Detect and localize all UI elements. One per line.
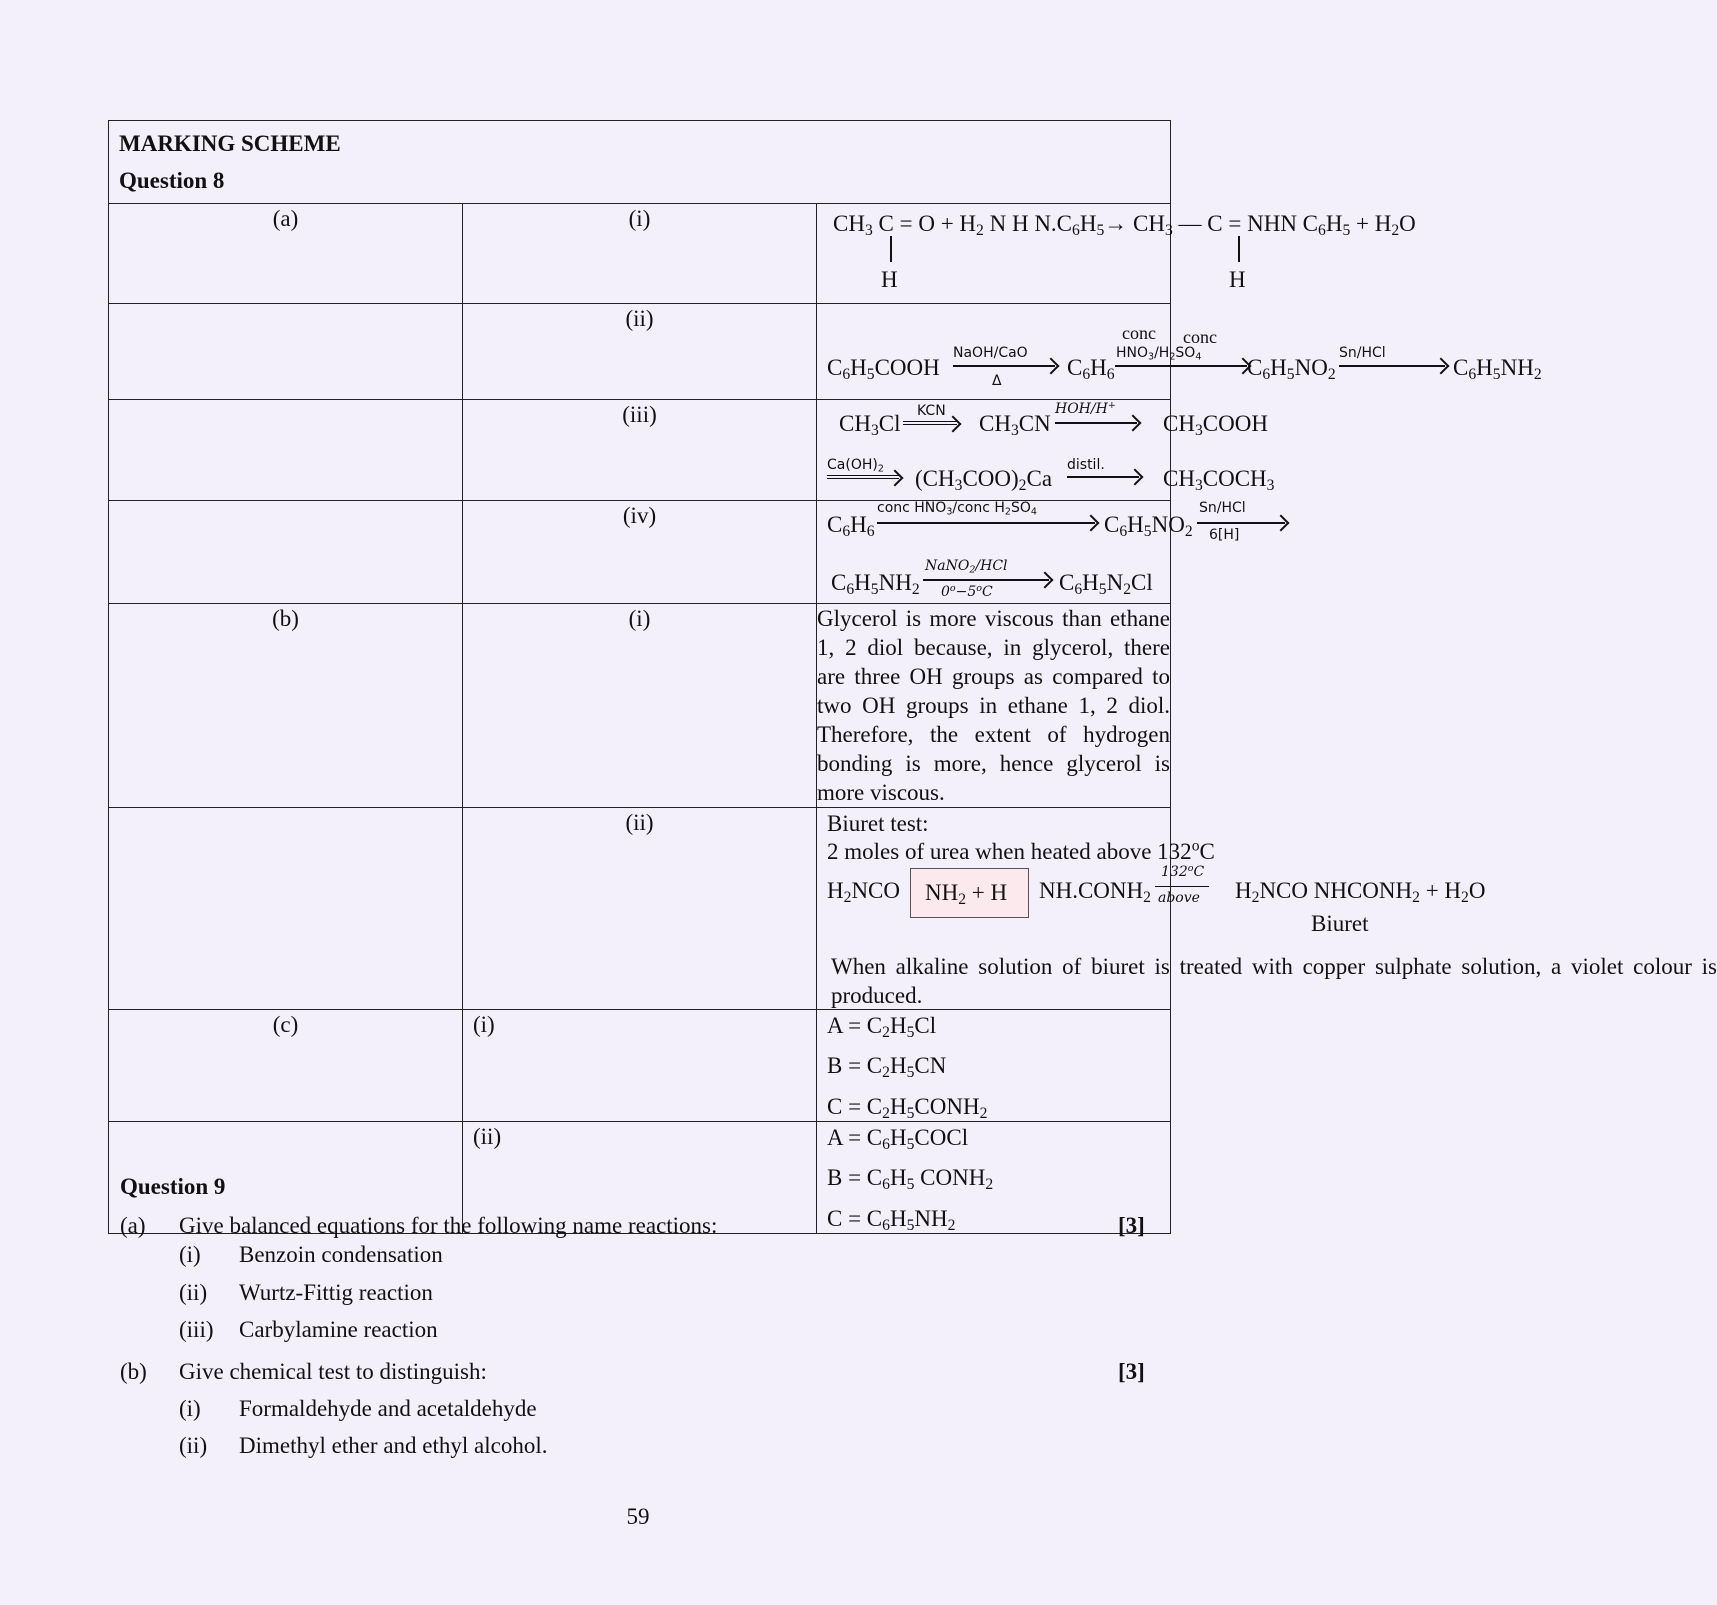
answer-a-iv (817, 500, 1246, 604)
b-ii-eq-right: $H_2NCO$ $NHCONH_2 + H_2O$ (1235, 878, 1486, 906)
q9-a-text: Give balanced equations for the following name reactions: (179, 1213, 718, 1238)
marking-scheme-title: MARKING SCHEME (119, 131, 341, 156)
q9-a-label: (a) (120, 1213, 146, 1238)
q9-a-item-num: (iii) (179, 1317, 214, 1342)
q9-a-item-text: Carbylamine reaction (239, 1317, 438, 1342)
c-i-c: $C = C_2H_5CONH_2$ (827, 1094, 988, 1122)
b-ii-test-name: Biuret test: (827, 811, 929, 836)
q9-b-text: Give chemical test to distinguish: (179, 1359, 487, 1384)
b-ii-eq-box: $NH_2 + H$ (925, 880, 1008, 908)
a-ii-arrow1-top: NaOH/CaO (953, 345, 1028, 361)
a-iii-arrow4-label: distil. (1067, 457, 1105, 473)
a-iv-arrow3-top: NaNO$_2$/HCl (925, 558, 1008, 576)
answer-a-ii (817, 304, 1542, 400)
a-iii-product4: $CH_3COCH_3$ (1163, 466, 1275, 494)
label-b: (b) (109, 604, 463, 808)
a-i-h1: H (881, 267, 898, 292)
a-iv-product1: $C_6H_5NO_2$ (1104, 512, 1193, 540)
q9-a-marks: [3] (1118, 1213, 1145, 1238)
fraction-bar (1155, 886, 1209, 887)
a-iv-reactant2: $C_6H_5NH_2$ (831, 570, 920, 598)
q9-b-item-num: (i) (179, 1396, 201, 1421)
label-a: (a) (109, 204, 463, 304)
reaction-arrow (923, 579, 1049, 581)
bond-line (1238, 236, 1240, 262)
a-ii-product2: $C_6H_5NO_2$ (1247, 355, 1336, 383)
c-ii-a: $A = C_6H_5COCl$ (827, 1125, 969, 1153)
b-ii-condition: 2 moles of urea when heated above 132$^o$C (827, 837, 1215, 864)
a-i-h2: H (1229, 267, 1246, 292)
a-ii-arrow1-bottom: Δ (992, 373, 1002, 389)
label-b-ii: (ii) (463, 808, 817, 1010)
a-iv-reactant: $C_6H_6$ (827, 512, 875, 540)
label-a-iii: (iii) (463, 400, 817, 501)
label-c: (c) (109, 1010, 463, 1122)
a-ii-product1: $C_6H_6$ (1067, 355, 1115, 383)
a-iii-arrow2-label: HOH/H+ (1055, 399, 1116, 417)
a-iv-product2: $C_6H_5N_2Cl$ (1059, 570, 1153, 598)
answer-c-i (817, 1010, 1171, 1122)
a-iv-arrow2-top: Sn/HCl (1199, 500, 1246, 516)
a-i-equation: $CH_3$ $C = O + H_2$ N H $N.C_6H_5\to CH_3$ — C = NHN $C_6H_5 + H_2O$ (833, 211, 1416, 239)
label-a-iv: (iv) (463, 501, 817, 604)
b-ii-cond-bottom: above (1158, 890, 1200, 906)
q9-a-item-num: (ii) (179, 1280, 208, 1305)
reaction-arrow (1067, 476, 1139, 478)
question-9-title: Question 9 (120, 1174, 226, 1199)
a-ii-product3: $C_6H_5NH_2$ (1453, 355, 1542, 383)
reaction-arrow (1115, 365, 1247, 367)
a-iv-arrow3-bottom: $0^o-5^oC$ (941, 582, 993, 600)
q9-a-item-text: Benzoin condensation (239, 1242, 443, 1267)
question-8-title: Question 8 (119, 168, 225, 193)
reaction-arrow (903, 421, 957, 425)
label-a-ii: (ii) (463, 304, 817, 400)
a-iv-arrow1-label: conc $HNO_3$/conc $H_2SO_4$ (877, 500, 1037, 518)
bond-line (890, 236, 892, 262)
label-b-i: (i) (463, 604, 817, 808)
c-ii-b: $B = C_6H_5$ $CONH_2$ (827, 1165, 994, 1193)
b-ii-product-name: Biuret (1311, 911, 1369, 936)
q9-a-item-num: (i) (179, 1242, 201, 1267)
answer-a-iii (817, 399, 1275, 501)
table-header (109, 121, 1171, 204)
a-iii-product2: $CH_3COOH$ (1163, 411, 1268, 439)
q9-b-marks: [3] (1118, 1359, 1145, 1384)
a-ii-reactant: $C_6H_5COOH$ (827, 355, 940, 383)
a-iii-arrow3-label: $Ca(OH)_2$ (827, 457, 884, 475)
a-iii-product1: $CH_3CN$ (979, 411, 1051, 439)
q9-b-label: (b) (120, 1359, 147, 1384)
a-ii-arrow2-top: $HNO_3/H_2SO_4$ (1116, 345, 1202, 363)
c-i-a: $A = C_2H_5Cl$ (827, 1013, 937, 1041)
label-a-i: (i) (463, 204, 817, 304)
a-ii-conc1: conc (1122, 323, 1156, 343)
b-ii-cond-top: 132$^o$C (1161, 862, 1205, 880)
b-ii-eq-left: $H_2NCO$ (827, 878, 900, 906)
b-ii-text: When alkaline solution of biuret is treated with copper sulphate solution, a violet colour is produced. (831, 954, 1717, 1008)
reaction-arrow (1055, 422, 1137, 424)
a-iii-arrow1-label: KCN (917, 403, 946, 419)
marking-scheme-table (108, 120, 1717, 1234)
reaction-arrow (953, 365, 1055, 367)
reaction-arrow (877, 522, 1095, 524)
q9-b-item-text: Formaldehyde and acetaldehyde (239, 1396, 537, 1421)
label-c-i: (i) (463, 1010, 817, 1122)
page-number: 59 (626, 1504, 650, 1529)
a-ii-arrow3-top: Sn/HCl (1339, 345, 1386, 361)
q9-b-item-text: Dimethyl ether and ethyl alcohol. (239, 1433, 548, 1458)
answer-b-ii (817, 808, 1717, 1010)
b-ii-eq-mid: $NH.CONH_2$ (1039, 878, 1151, 906)
c-ii-c: $C = C_6H_5NH_2$ (827, 1206, 956, 1234)
reaction-arrow (827, 475, 899, 479)
c-i-b: $B = C_2H_5CN$ (827, 1053, 947, 1081)
a-iii-reactant: $CH_3Cl$ (839, 411, 901, 439)
a-iii-product3: $(CH_3COO)_2Ca$ (915, 466, 1053, 494)
answer-b-i: Glycerol is more viscous than ethane 1, 2 diol because, in glycerol, there are three OH groups as compared to two OH groups in ethane 1, 2 diol. Therefore, the extent of hydrogen bonding is more, hence glycerol is more viscous. (817, 604, 1171, 808)
reaction-arrow (1339, 365, 1445, 367)
q9-b-item-num: (ii) (179, 1433, 208, 1458)
a-ii-conc2: conc (1183, 327, 1217, 347)
answer-a-i (817, 204, 1416, 304)
a-iv-arrow2-bottom: 6[H] (1209, 527, 1240, 543)
label-c-ii: (ii) (463, 1122, 817, 1234)
q9-a-item-text: Wurtz-Fittig reaction (239, 1280, 433, 1305)
reaction-arrow (1197, 522, 1285, 524)
